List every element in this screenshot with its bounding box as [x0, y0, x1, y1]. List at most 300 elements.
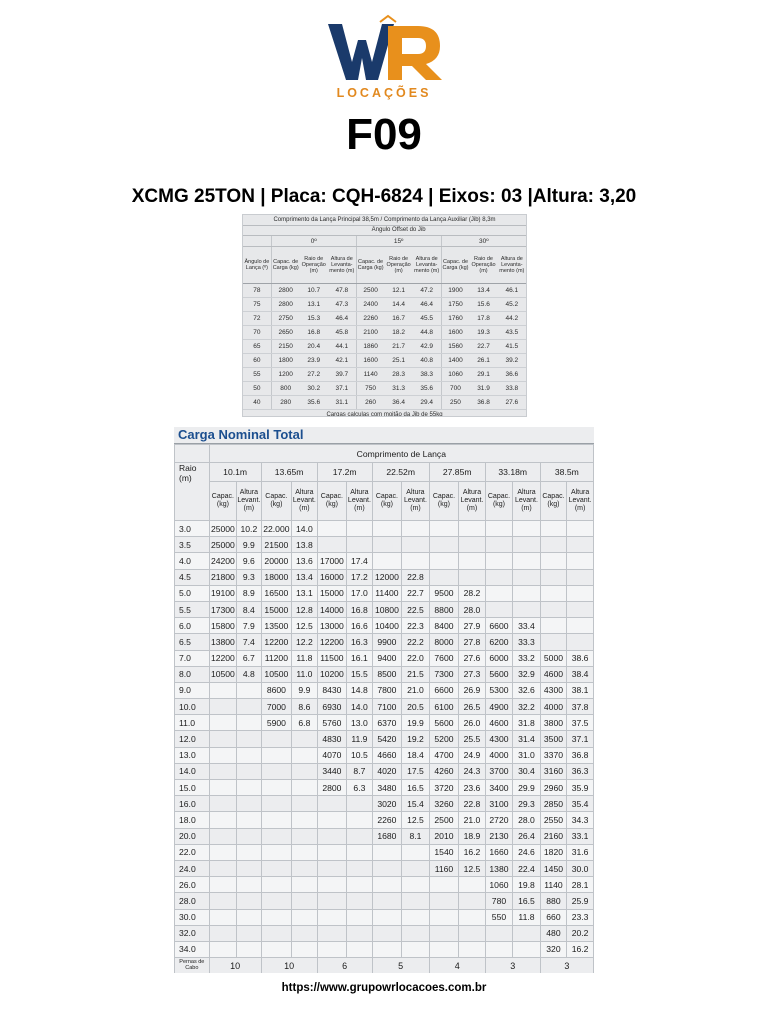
- height-value: [237, 877, 261, 893]
- raio-value: 3.0: [175, 521, 210, 537]
- website-link[interactable]: https://www.grupowrlocacoes.com.br: [281, 982, 487, 994]
- capacity-value: [261, 763, 292, 779]
- height-value: 10.2: [237, 521, 261, 537]
- capacity-value: 9400: [372, 650, 402, 666]
- height-value: 27.6: [459, 650, 485, 666]
- capacity-value: [372, 893, 402, 909]
- height-value: [567, 618, 594, 634]
- jib-cell: 1560: [441, 340, 469, 354]
- footer-row: [175, 958, 594, 973]
- capacity-value: 14000: [317, 601, 347, 617]
- capacity-value: [261, 925, 292, 941]
- raio-value: 3.5: [175, 537, 210, 553]
- jib-cell: 2500: [356, 284, 384, 298]
- capac-header: Capac. (kg): [540, 482, 566, 521]
- boom-length: 27.85m: [429, 463, 485, 482]
- height-value: 16.2: [567, 941, 594, 957]
- height-value: [237, 844, 261, 860]
- capacity-value: [372, 521, 402, 537]
- jib-cell: 1800: [271, 354, 299, 368]
- capacity-value: [209, 828, 237, 844]
- capacity-value: 12000: [372, 569, 402, 585]
- capacity-value: [429, 893, 459, 909]
- capacity-value: 1680: [372, 828, 402, 844]
- jib-cell: 35.6: [300, 396, 328, 410]
- height-value: [567, 521, 594, 537]
- capac-header: Capac. (kg): [485, 482, 513, 521]
- jib-cell: 13.4: [469, 284, 497, 298]
- height-value: 31.8: [513, 715, 541, 731]
- raio-value: 4.0: [175, 553, 210, 569]
- capacity-value: 6600: [429, 682, 459, 698]
- height-value: 33.2: [513, 650, 541, 666]
- height-value: [347, 844, 372, 860]
- capacity-value: 9500: [429, 585, 459, 601]
- height-value: 33.4: [513, 618, 541, 634]
- capacity-value: 13500: [261, 618, 292, 634]
- jib-row: [243, 396, 526, 410]
- subheader-row: [175, 482, 594, 521]
- jib-table: [243, 215, 526, 417]
- jib-cell: 47.2: [413, 284, 441, 298]
- jib-cell: 72: [243, 312, 271, 326]
- height-value: 14.0: [347, 699, 372, 715]
- jib-row: [243, 340, 526, 354]
- jib-cell: 65: [243, 340, 271, 354]
- load-row: [175, 796, 594, 812]
- height-value: [347, 925, 372, 941]
- jib-cell: 44.2: [498, 312, 526, 326]
- load-row: [175, 666, 594, 682]
- capacity-value: [372, 941, 402, 957]
- jib-cell: 44.8: [413, 326, 441, 340]
- capacity-value: [429, 569, 459, 585]
- jib-col-altura: Altura de Levanta-mento (m): [328, 247, 356, 284]
- capacity-value: 12200: [317, 634, 347, 650]
- height-value: [292, 877, 317, 893]
- load-row: [175, 812, 594, 828]
- capacity-value: 7600: [429, 650, 459, 666]
- jib-cell: 23.9: [300, 354, 328, 368]
- capacity-value: [540, 585, 566, 601]
- jib-cell: 45.2: [498, 298, 526, 312]
- capacity-value: [372, 925, 402, 941]
- capacity-value: [209, 860, 237, 876]
- height-value: 28.0: [459, 601, 485, 617]
- capacity-value: 1540: [429, 844, 459, 860]
- load-row: [175, 780, 594, 796]
- raio-value: 15.0: [175, 780, 210, 796]
- jib-cell: 31.1: [328, 396, 356, 410]
- capacity-value: 3800: [540, 715, 566, 731]
- jib-cell: 1200: [271, 368, 299, 382]
- height-value: 7.9: [237, 618, 261, 634]
- capacity-value: 6200: [485, 634, 513, 650]
- altura-header: Altura Levant. (m): [347, 482, 372, 521]
- capacity-value: [372, 877, 402, 893]
- height-value: [459, 521, 485, 537]
- capacity-value: [429, 941, 459, 957]
- capacity-value: [261, 780, 292, 796]
- jib-cell: 18.2: [384, 326, 412, 340]
- height-value: 37.5: [567, 715, 594, 731]
- raio-value: 26.0: [175, 877, 210, 893]
- jib-cell: 39.7: [328, 368, 356, 382]
- capacity-value: 17000: [317, 553, 347, 569]
- capacity-value: 22.000: [261, 521, 292, 537]
- capacity-value: 550: [485, 909, 513, 925]
- load-row: [175, 860, 594, 876]
- brand-subtitle: LOCAÇÕES: [336, 86, 432, 100]
- jib-cell: 250: [441, 396, 469, 410]
- height-value: 9.9: [292, 682, 317, 698]
- footer-value: 3: [540, 958, 593, 973]
- height-value: [237, 893, 261, 909]
- capacity-value: [429, 877, 459, 893]
- altura-header: Altura Levant. (m): [567, 482, 594, 521]
- height-value: 12.5: [459, 860, 485, 876]
- capacity-value: [540, 601, 566, 617]
- capacity-value: 4000: [485, 747, 513, 763]
- height-value: [237, 909, 261, 925]
- height-value: [402, 909, 430, 925]
- height-value: 26.9: [459, 682, 485, 698]
- height-value: [402, 893, 430, 909]
- capacity-value: 5600: [485, 666, 513, 682]
- height-value: 9.3: [237, 569, 261, 585]
- height-value: [237, 828, 261, 844]
- capacity-value: [261, 844, 292, 860]
- height-value: [237, 682, 261, 698]
- height-value: 11.8: [292, 650, 317, 666]
- raio-value: 28.0: [175, 893, 210, 909]
- jib-col-raio: Raio de Operação (m): [384, 247, 412, 284]
- altura-header: Altura Levant. (m): [237, 482, 261, 521]
- height-value: 21.0: [402, 682, 430, 698]
- footer-row-label: Pernas de Cabo: [175, 958, 210, 973]
- height-value: 13.4: [292, 569, 317, 585]
- load-row: [175, 634, 594, 650]
- height-value: [292, 828, 317, 844]
- jib-cell: 2150: [271, 340, 299, 354]
- capacity-value: 320: [540, 941, 566, 957]
- height-value: 18.4: [402, 747, 430, 763]
- jib-cell: 31.9: [469, 382, 497, 396]
- capacity-value: 6370: [372, 715, 402, 731]
- capacity-value: 2500: [429, 812, 459, 828]
- jib-cell: 12.1: [384, 284, 412, 298]
- raio-value: 32.0: [175, 925, 210, 941]
- load-chart-body: [175, 521, 594, 958]
- load-chart-title: Carga Nominal Total: [178, 427, 304, 442]
- capacity-value: 2010: [429, 828, 459, 844]
- jib-load-table: [242, 214, 527, 417]
- capacity-value: 5000: [540, 650, 566, 666]
- height-value: [459, 877, 485, 893]
- height-value: 33.1: [567, 828, 594, 844]
- height-value: [292, 780, 317, 796]
- load-row: [175, 763, 594, 779]
- load-row: [175, 747, 594, 763]
- height-value: [292, 812, 317, 828]
- capacity-value: 4020: [372, 763, 402, 779]
- capacity-value: 13000: [317, 618, 347, 634]
- capacity-value: 12200: [261, 634, 292, 650]
- height-value: [237, 715, 261, 731]
- raio-value: 14.0: [175, 763, 210, 779]
- height-value: 7.4: [237, 634, 261, 650]
- jib-cell: 28.3: [384, 368, 412, 382]
- capacity-value: 3720: [429, 780, 459, 796]
- capacity-value: [317, 537, 347, 553]
- height-value: 8.7: [347, 763, 372, 779]
- jib-cell: 35.6: [413, 382, 441, 396]
- capacity-value: 7000: [261, 699, 292, 715]
- height-value: 8.6: [292, 699, 317, 715]
- height-value: 13.8: [292, 537, 317, 553]
- capacity-value: [209, 925, 237, 941]
- capacity-value: [540, 618, 566, 634]
- jib-col-altura: Altura de Levanta-mento (m): [413, 247, 441, 284]
- height-value: [237, 699, 261, 715]
- jib-cell: 1060: [441, 368, 469, 382]
- capacity-value: [485, 601, 513, 617]
- footer-value: 3: [485, 958, 540, 973]
- jib-cell: 25.1: [384, 354, 412, 368]
- height-value: [459, 893, 485, 909]
- load-row: [175, 877, 594, 893]
- height-value: 16.6: [347, 618, 372, 634]
- boom-row: [175, 463, 594, 482]
- boom-length: 38.5m: [540, 463, 593, 482]
- height-value: 20.5: [402, 699, 430, 715]
- capacity-value: 16500: [261, 585, 292, 601]
- capacity-value: [209, 715, 237, 731]
- capacity-value: 7800: [372, 682, 402, 698]
- raio-value: 11.0: [175, 715, 210, 731]
- jib-cell: 750: [356, 382, 384, 396]
- jib-cell: 41.5: [498, 340, 526, 354]
- capacity-value: 8800: [429, 601, 459, 617]
- capacity-value: 8400: [429, 618, 459, 634]
- height-value: [402, 941, 430, 957]
- height-value: 9.9: [237, 537, 261, 553]
- altura-header: Altura Levant. (m): [402, 482, 430, 521]
- height-value: 26.0: [459, 715, 485, 731]
- height-value: 25.9: [567, 893, 594, 909]
- height-value: 31.6: [567, 844, 594, 860]
- jib-cell: 1600: [356, 354, 384, 368]
- height-value: [459, 925, 485, 941]
- height-value: 31.4: [513, 731, 541, 747]
- height-value: [237, 747, 261, 763]
- jib-table-body: [243, 284, 526, 410]
- jib-cell: 38.3: [413, 368, 441, 382]
- height-value: 16.1: [347, 650, 372, 666]
- capacity-value: [317, 521, 347, 537]
- jib-row: [243, 312, 526, 326]
- boom-length: 17.2m: [317, 463, 372, 482]
- capacity-value: 1660: [485, 844, 513, 860]
- jib-cell: 60: [243, 354, 271, 368]
- load-chart-table: [174, 444, 594, 973]
- raio-value: 7.0: [175, 650, 210, 666]
- capacity-value: [261, 828, 292, 844]
- load-row: [175, 893, 594, 909]
- height-value: 23.6: [459, 780, 485, 796]
- capacity-value: [317, 893, 347, 909]
- height-value: [292, 909, 317, 925]
- height-value: 10.5: [347, 747, 372, 763]
- capacity-value: 11400: [372, 585, 402, 601]
- height-value: 27.8: [459, 634, 485, 650]
- capacity-value: [261, 731, 292, 747]
- boom-length-header: Comprimento de Lança: [209, 445, 593, 463]
- height-value: [513, 537, 541, 553]
- capacity-value: 2550: [540, 812, 566, 828]
- jib-offset-30: 30º: [441, 236, 526, 247]
- height-value: 28.2: [459, 585, 485, 601]
- raio-value: 24.0: [175, 860, 210, 876]
- capacity-value: 5760: [317, 715, 347, 731]
- raio-value: 8.0: [175, 666, 210, 682]
- capacity-value: 15800: [209, 618, 237, 634]
- height-value: 29.3: [513, 796, 541, 812]
- capacity-value: 6100: [429, 699, 459, 715]
- capac-header: Capac. (kg): [317, 482, 347, 521]
- capacity-value: 8600: [261, 682, 292, 698]
- jib-cell: 1140: [356, 368, 384, 382]
- jib-offset-15: 15º: [356, 236, 441, 247]
- capacity-value: 4900: [485, 699, 513, 715]
- jib-cell: 31.3: [384, 382, 412, 396]
- jib-col-capac: Capac. de Carga (kg): [271, 247, 299, 284]
- height-value: [402, 925, 430, 941]
- jib-cell: 36.4: [384, 396, 412, 410]
- jib-row: [243, 326, 526, 340]
- height-value: 17.0: [347, 585, 372, 601]
- jib-row: [243, 298, 526, 312]
- equipment-subtitle: XCMG 25TON | Placa: CQH-6824 | Eixos: 03 |Altura: 3,20: [131, 186, 637, 207]
- footer-value: 6: [317, 958, 372, 973]
- height-value: 22.5: [402, 601, 430, 617]
- height-value: 8.9: [237, 585, 261, 601]
- height-value: 19.8: [513, 877, 541, 893]
- capacity-value: [209, 731, 237, 747]
- load-row: [175, 941, 594, 957]
- jib-cell: 700: [441, 382, 469, 396]
- height-value: 17.5: [402, 763, 430, 779]
- jib-col-raio: Raio de Operação (m): [469, 247, 497, 284]
- height-value: [513, 585, 541, 601]
- capacity-value: 2260: [372, 812, 402, 828]
- capacity-value: [209, 812, 237, 828]
- capacity-value: 3400: [485, 780, 513, 796]
- jib-cell: 22.7: [469, 340, 497, 354]
- altura-header: Altura Levant. (m): [459, 482, 485, 521]
- jib-cell: 13.1: [300, 298, 328, 312]
- capac-header: Capac. (kg): [261, 482, 292, 521]
- capacity-value: [209, 780, 237, 796]
- capacity-value: [209, 893, 237, 909]
- height-value: 4.8: [237, 666, 261, 682]
- load-row: [175, 699, 594, 715]
- capacity-value: 1820: [540, 844, 566, 860]
- capacity-value: 21500: [261, 537, 292, 553]
- height-value: 15.4: [402, 796, 430, 812]
- height-value: 27.3: [459, 666, 485, 682]
- jib-cell: 19.3: [469, 326, 497, 340]
- height-value: 17.4: [347, 553, 372, 569]
- jib-cell: 2800: [271, 298, 299, 312]
- footer-value: 10: [209, 958, 261, 973]
- capacity-value: [261, 812, 292, 828]
- raio-value: 30.0: [175, 909, 210, 925]
- height-value: 38.6: [567, 650, 594, 666]
- height-value: 16.2: [459, 844, 485, 860]
- jib-cell: 40.8: [413, 354, 441, 368]
- jib-cell: 27.6: [498, 396, 526, 410]
- load-row: [175, 844, 594, 860]
- jib-cell: 39.2: [498, 354, 526, 368]
- jib-cell: 16.7: [384, 312, 412, 326]
- jib-cell: 1760: [441, 312, 469, 326]
- height-value: 30.4: [513, 763, 541, 779]
- height-value: [513, 521, 541, 537]
- height-value: [459, 537, 485, 553]
- jib-cell: 2800: [271, 284, 299, 298]
- load-row: [175, 601, 594, 617]
- capacity-value: [261, 893, 292, 909]
- capacity-value: 6000: [485, 650, 513, 666]
- height-value: 22.3: [402, 618, 430, 634]
- capacity-value: 4660: [372, 747, 402, 763]
- load-row: [175, 618, 594, 634]
- height-value: 18.9: [459, 828, 485, 844]
- capacity-value: [540, 634, 566, 650]
- boom-length: 22.52m: [372, 463, 429, 482]
- capacity-value: [372, 553, 402, 569]
- height-value: 24.3: [459, 763, 485, 779]
- capacity-value: [429, 553, 459, 569]
- jib-cell: 16.8: [300, 326, 328, 340]
- jib-cell: 17.8: [469, 312, 497, 326]
- capacity-value: 24200: [209, 553, 237, 569]
- footer-value: 5: [372, 958, 429, 973]
- capacity-value: 3370: [540, 747, 566, 763]
- capacity-value: [485, 521, 513, 537]
- wr-logo: [322, 14, 446, 106]
- height-value: 9.6: [237, 553, 261, 569]
- jib-cell: 33.8: [498, 382, 526, 396]
- capacity-value: 5420: [372, 731, 402, 747]
- capacity-value: 3500: [540, 731, 566, 747]
- height-value: [347, 812, 372, 828]
- load-chart-foot: [175, 958, 594, 973]
- capacity-value: 5200: [429, 731, 459, 747]
- jib-cell: 43.5: [498, 326, 526, 340]
- capacity-value: 2960: [540, 780, 566, 796]
- wr-logo-mark: [322, 14, 446, 86]
- height-value: [402, 537, 430, 553]
- capacity-value: 25000: [209, 521, 237, 537]
- height-value: [237, 796, 261, 812]
- header-row: [175, 445, 594, 463]
- capacity-value: 1380: [485, 860, 513, 876]
- jib-cell: 46.4: [413, 298, 441, 312]
- raio-value: 4.5: [175, 569, 210, 585]
- jib-col-angle: Ângulo de Lança (º): [243, 247, 271, 284]
